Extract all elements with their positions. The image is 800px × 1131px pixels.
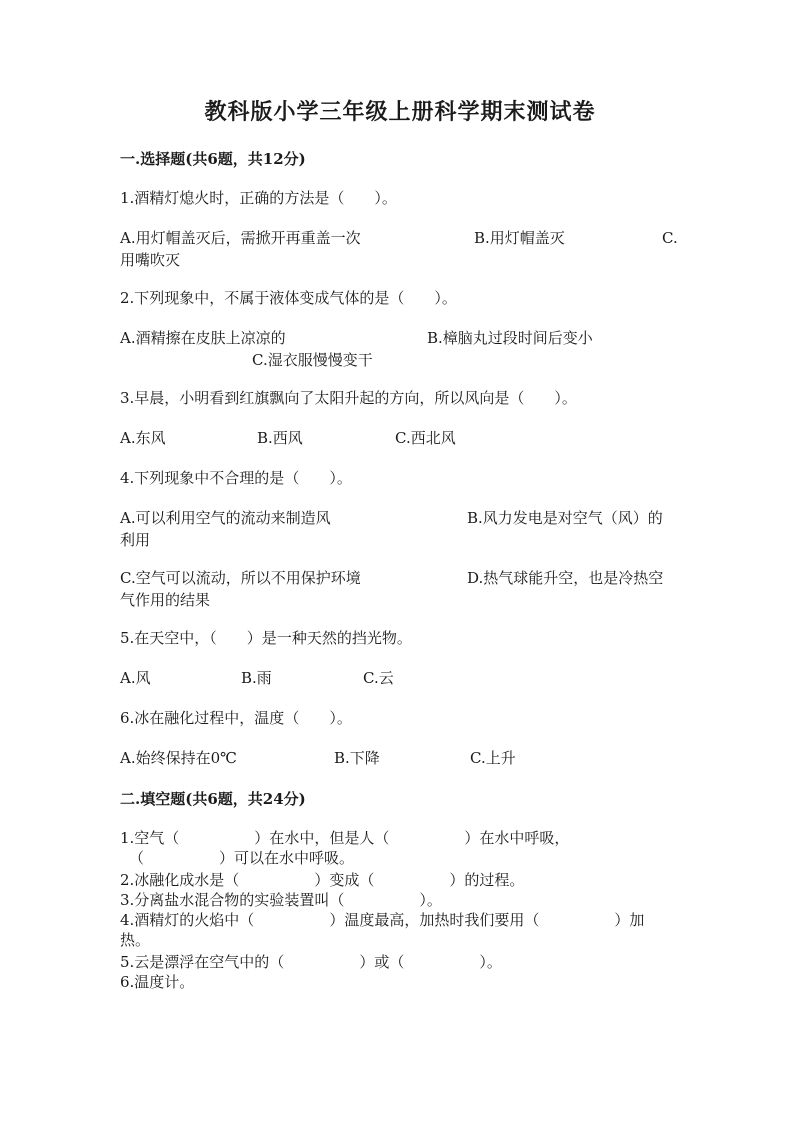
question-1-option-b: B.用灯帽盖灭 bbox=[474, 229, 565, 247]
fill-line-3: 2.冰融化成水是（ ）变成（ ）的过程。 bbox=[120, 871, 525, 889]
question-1-stem: 1.酒精灯熄火时，正确的方法是（ ）。 bbox=[120, 189, 397, 207]
question-1-option-c-label: C. bbox=[662, 229, 678, 247]
section-heading-fill-blank: 二.填空题(共6题，共24分) bbox=[120, 790, 306, 808]
question-6-option-c: C.上升 bbox=[470, 749, 516, 767]
question-4-option-c: C.空气可以流动，所以不用保护环境 bbox=[120, 569, 361, 587]
question-3-option-c: C.西北风 bbox=[395, 429, 456, 447]
question-1-option-c-text: 用嘴吹灭 bbox=[120, 251, 181, 269]
question-3-stem: 3.早晨，小明看到红旗飘向了太阳升起的方向，所以风向是（ ）。 bbox=[120, 389, 577, 407]
fill-line-7: 5.云是漂浮在空气中的（ ）或（ ）。 bbox=[120, 953, 502, 971]
page-title: 教科版小学三年级上册科学期末测试卷 bbox=[204, 99, 596, 125]
fill-line-1: 1.空气（ ）在水中，但是人（ ）在水中呼吸， bbox=[120, 829, 570, 847]
fill-line-6: 热。 bbox=[120, 931, 151, 949]
question-3-option-a: A.东风 bbox=[120, 429, 166, 447]
fill-line-4: 3.分离盐水混合物的实验装置叫（ ）。 bbox=[120, 891, 442, 909]
question-4-option-b-line1: B.风力发电是对空气（风）的 bbox=[467, 509, 663, 527]
question-4-stem: 4.下列现象中不合理的是（ ）。 bbox=[120, 469, 352, 487]
fill-line-2: （ ）可以在水中呼吸。 bbox=[129, 849, 355, 867]
question-2-option-b: B.樟脑丸过段时间后变小 bbox=[427, 329, 593, 347]
question-5-option-a: A.风 bbox=[120, 669, 151, 687]
question-5-option-c: C.云 bbox=[363, 669, 394, 687]
question-5-option-b: B.雨 bbox=[241, 669, 272, 687]
fill-line-5: 4.酒精灯的火焰中（ ）温度最高，加热时我们要用（ ）加 bbox=[120, 911, 645, 929]
fill-line-8: 6.温度计。 bbox=[120, 973, 195, 991]
question-5-stem: 5.在天空中，（ ）是一种天然的挡光物。 bbox=[120, 629, 412, 647]
section-heading-choice: 一.选择题(共6题，共12分) bbox=[120, 150, 306, 168]
question-4-option-b-line2: 利用 bbox=[120, 531, 151, 549]
question-2-option-c: C.湿衣服慢慢变干 bbox=[252, 351, 373, 369]
question-4-option-a: A.可以利用空气的流动来制造风 bbox=[120, 509, 331, 527]
question-6-stem: 6.冰在融化过程中，温度（ ）。 bbox=[120, 709, 352, 727]
question-4-option-d-line2: 气作用的结果 bbox=[120, 591, 211, 609]
question-4-option-d-line1: D.热气球能升空，也是冷热空 bbox=[467, 569, 664, 587]
question-6-option-a: A.始终保持在0℃ bbox=[120, 749, 237, 767]
question-6-option-b: B.下降 bbox=[334, 749, 380, 767]
question-3-option-b: B.西风 bbox=[257, 429, 303, 447]
question-1-option-a: A.用灯帽盖灭后，需掀开再重盖一次 bbox=[120, 229, 361, 247]
question-2-option-a: A.酒精擦在皮肤上凉凉的 bbox=[120, 329, 286, 347]
question-2-stem: 2.下列现象中，不属于液体变成气体的是（ ）。 bbox=[120, 289, 457, 307]
